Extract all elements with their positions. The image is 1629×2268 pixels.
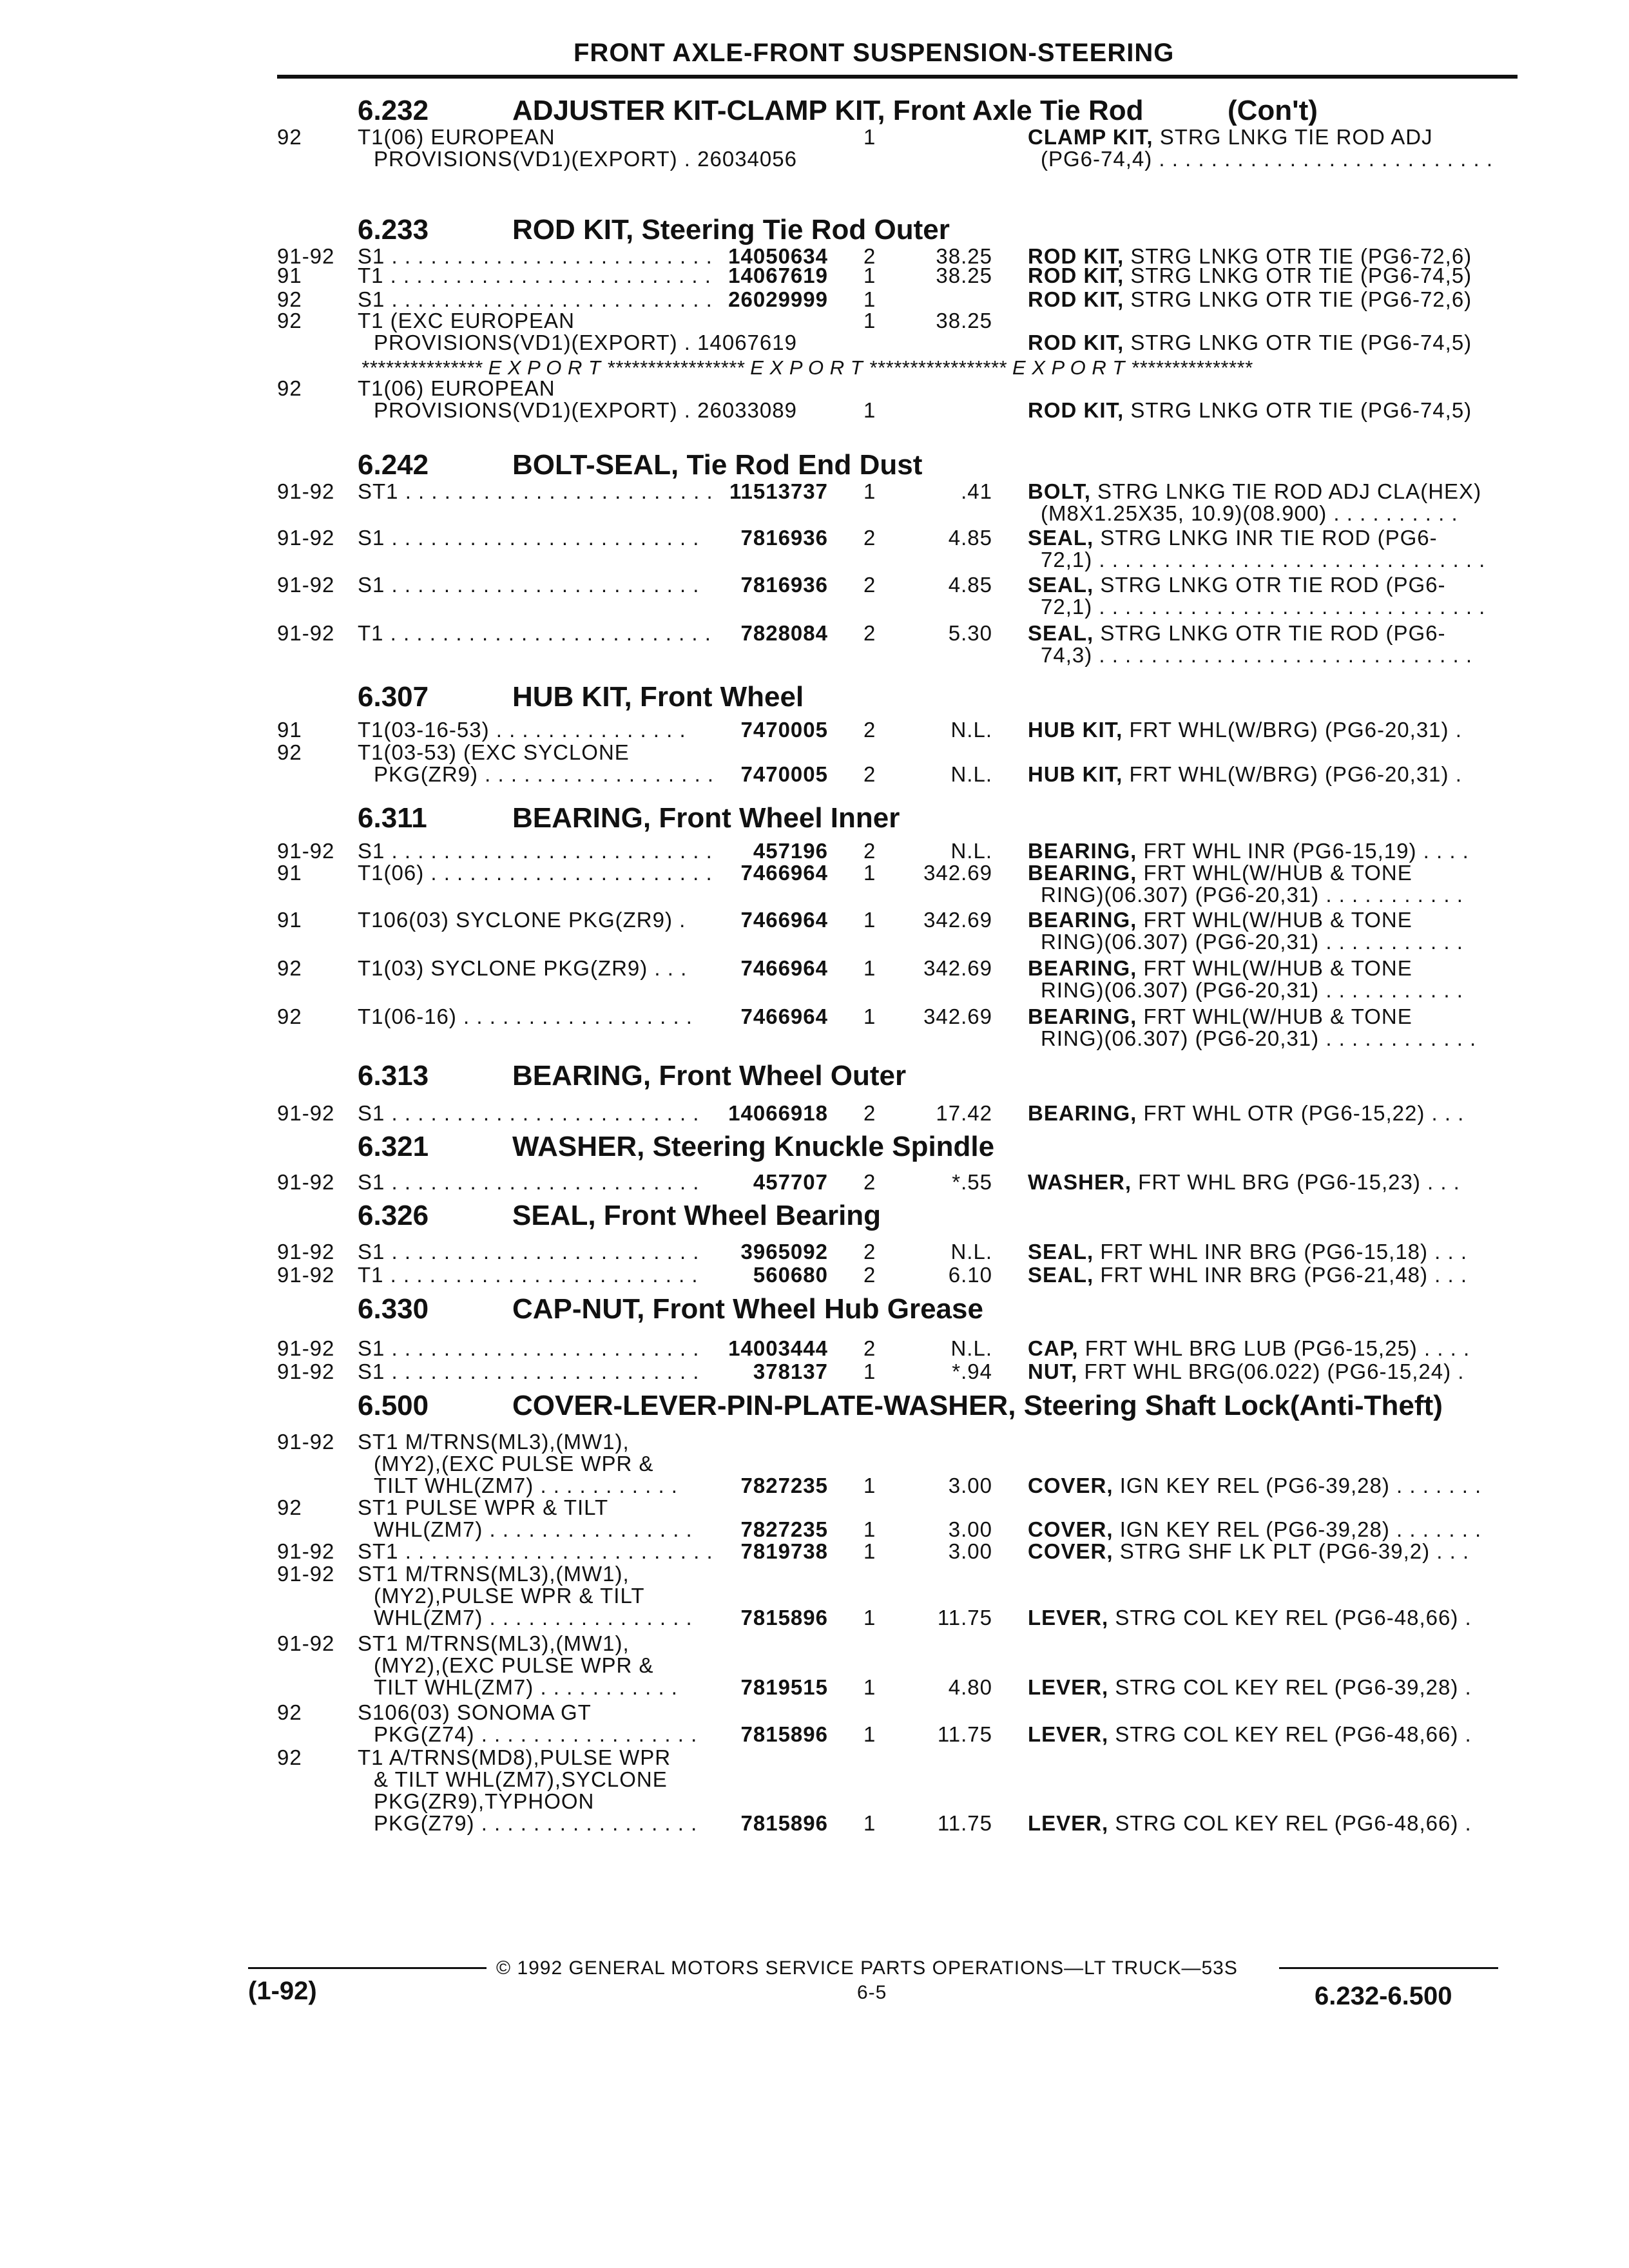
- model-year: 91-92: [277, 244, 335, 268]
- section-number: 6.311: [358, 802, 427, 834]
- part-number: 7815896: [740, 1606, 828, 1629]
- model-year: 92: [277, 287, 302, 311]
- price: 342.69: [923, 908, 992, 932]
- section-title: WASHER, Steering Knuckle Spindle: [512, 1131, 995, 1162]
- quantity: 2: [863, 526, 876, 550]
- model-year: 91-92: [277, 1240, 335, 1264]
- description-line: 74,3) . . . . . . . . . . . . . . . . . . . . . . . . . . . . .: [1041, 643, 1472, 667]
- application-line: (MY2),PULSE WPR & TILT: [374, 1584, 645, 1608]
- price: 38.25: [936, 264, 992, 287]
- application-line: (MY2),(EXC PULSE WPR &: [374, 1452, 654, 1475]
- application-line: S1 . . . . . . . . . . . . . . . . . . . . . . . .: [358, 573, 700, 597]
- description-line: ROD KIT, STRG LNKG OTR TIE (PG6-74,5): [1028, 264, 1472, 287]
- application-line: T1(06) EUROPEAN: [358, 125, 555, 149]
- section-number: 6.326: [358, 1200, 429, 1231]
- section-title: BEARING, Front Wheel Outer: [512, 1060, 907, 1091]
- description-line: (PG6-74,4) . . . . . . . . . . . . . . . . . . . . . . . . . .: [1041, 147, 1493, 171]
- application-line: T1 . . . . . . . . . . . . . . . . . . . . . . . . .: [358, 264, 711, 287]
- section-number: 6.313: [358, 1060, 429, 1091]
- part-number: 7816936: [740, 573, 828, 597]
- model-year: 92: [277, 740, 302, 764]
- model-year: 91-92: [277, 1360, 335, 1383]
- price: 11.75: [937, 1606, 992, 1629]
- application-line: T1(03-16-53) . . . . . . . . . . . . . . .: [358, 718, 686, 742]
- application-line: T1(03) SYCLONE PKG(ZR9) . . .: [358, 956, 688, 980]
- quantity: 2: [863, 1240, 876, 1264]
- quantity: 1: [863, 479, 876, 503]
- price: N.L.: [950, 718, 992, 742]
- part-number: 7470005: [740, 718, 828, 742]
- price: 4.80: [948, 1675, 992, 1699]
- quantity: 2: [863, 1170, 876, 1194]
- model-year: 91: [277, 718, 302, 742]
- price: 11.75: [937, 1811, 992, 1835]
- footer-section-range: 6.232-6.500: [1315, 1982, 1452, 2010]
- model-year: 91-92: [277, 621, 335, 645]
- application-line: PKG(ZR9),TYPHOON: [374, 1789, 595, 1813]
- price: 3.00: [948, 1539, 992, 1563]
- price: 11.75: [937, 1722, 992, 1746]
- export-divider: *************** E X P O R T ***************** E X P O R T ***************** E X P O R T ***************: [361, 356, 1253, 379]
- price: N.L.: [950, 839, 992, 863]
- part-number: 7819515: [740, 1675, 828, 1699]
- quantity: 1: [863, 1606, 876, 1629]
- model-year: 91-92: [277, 839, 335, 863]
- part-number: 14067619: [728, 264, 828, 287]
- description-line: (M8X1.25X35, 10.9)(08.900) . . . . . . . . . .: [1041, 501, 1458, 525]
- application-line: T106(03) SYCLONE PKG(ZR9) .: [358, 908, 686, 932]
- description-line: BEARING, FRT WHL(W/HUB & TONE: [1028, 861, 1412, 885]
- section-title: COVER-LEVER-PIN-PLATE-WASHER, Steering Shaft Lock(Anti-Theft): [512, 1390, 1443, 1421]
- application-line: ST1 PULSE WPR & TILT: [358, 1495, 609, 1519]
- quantity: 1: [863, 1360, 876, 1383]
- part-number: 7470005: [740, 762, 828, 786]
- section-number: 6.233: [358, 214, 429, 245]
- quantity: 1: [863, 264, 876, 287]
- quantity: 1: [863, 1675, 876, 1699]
- price: *.94: [952, 1360, 992, 1383]
- description-line: ROD KIT, STRG LNKG OTR TIE (PG6-72,6): [1028, 244, 1472, 268]
- quantity: 1: [863, 309, 876, 332]
- section-title: BOLT-SEAL, Tie Rod End Dust: [512, 449, 923, 481]
- description-line: COVER, IGN KEY REL (PG6-39,28) . . . . . . .: [1028, 1517, 1482, 1541]
- application-line: T1(06) . . . . . . . . . . . . . . . . . . . . . .: [358, 861, 713, 885]
- quantity: 2: [863, 244, 876, 268]
- description-line: BEARING, FRT WHL(W/HUB & TONE: [1028, 956, 1412, 980]
- quantity: 2: [863, 1263, 876, 1287]
- model-year: 92: [277, 1495, 302, 1519]
- section-title: HUB KIT, Front Wheel: [512, 681, 804, 713]
- part-number: 7815896: [740, 1722, 828, 1746]
- description-line: RING)(06.307) (PG6-20,31) . . . . . . . . . . .: [1041, 930, 1463, 954]
- quantity: 1: [863, 398, 876, 422]
- part-number: 7466964: [740, 861, 828, 885]
- model-year: 92: [277, 376, 302, 400]
- application-line: S1 . . . . . . . . . . . . . . . . . . . . . . . .: [358, 1101, 700, 1125]
- part-number: 14003444: [728, 1336, 828, 1360]
- description-line: WASHER, FRT WHL BRG (PG6-15,23) . . .: [1028, 1170, 1460, 1194]
- part-number: 7816936: [740, 526, 828, 550]
- part-number: 26029999: [728, 287, 828, 311]
- description-line: ROD KIT, STRG LNKG OTR TIE (PG6-74,5): [1028, 398, 1472, 422]
- application-line: (MY2),(EXC PULSE WPR &: [374, 1653, 654, 1677]
- part-number: 7815896: [740, 1811, 828, 1835]
- application-line: T1 . . . . . . . . . . . . . . . . . . . . . . . . .: [358, 621, 711, 645]
- quantity: 1: [863, 287, 876, 311]
- quantity: 2: [863, 718, 876, 742]
- part-number: 14066918: [728, 1101, 828, 1125]
- footer-copyright: © 1992 GENERAL MOTORS SERVICE PARTS OPERATIONS—LT TRUCK—53S: [496, 1957, 1238, 1979]
- application-line: WHL(ZM7) . . . . . . . . . . . . . . . .: [374, 1606, 693, 1629]
- description-line: RING)(06.307) (PG6-20,31) . . . . . . . . . . . .: [1041, 1026, 1477, 1050]
- part-number: 7819738: [740, 1539, 828, 1563]
- model-year: 91-92: [277, 1562, 335, 1586]
- description-line: ROD KIT, STRG LNKG OTR TIE (PG6-74,5): [1028, 331, 1472, 354]
- application-line: PKG(Z79) . . . . . . . . . . . . . . . . .: [374, 1811, 698, 1835]
- application-line: & TILT WHL(ZM7),SYCLONE: [374, 1767, 668, 1791]
- quantity: 1: [863, 1811, 876, 1835]
- quantity: 1: [863, 861, 876, 885]
- price: 4.85: [948, 573, 992, 597]
- application-line: ST1 . . . . . . . . . . . . . . . . . . . . . . . .: [358, 1539, 713, 1563]
- description-line: SEAL, FRT WHL INR BRG (PG6-21,48) . . .: [1028, 1263, 1468, 1287]
- quantity: 1: [863, 1517, 876, 1541]
- application-line: ST1 M/TRNS(ML3),(MW1),: [358, 1430, 630, 1454]
- quantity: 2: [863, 573, 876, 597]
- section-title: ROD KIT, Steering Tie Rod Outer: [512, 214, 950, 245]
- model-year: 91-92: [277, 1430, 335, 1454]
- application-line: S1 . . . . . . . . . . . . . . . . . . . . . . . .: [358, 1170, 700, 1194]
- model-year: 92: [277, 1700, 302, 1724]
- model-year: 92: [277, 956, 302, 980]
- description-line: SEAL, STRG LNKG OTR TIE ROD (PG6-: [1028, 573, 1446, 597]
- description-line: LEVER, STRG COL KEY REL (PG6-48,66) .: [1028, 1606, 1472, 1629]
- description-line: BEARING, FRT WHL(W/HUB & TONE: [1028, 1004, 1412, 1028]
- price: 5.30: [948, 621, 992, 645]
- section-title: CAP-NUT, Front Wheel Hub Grease: [512, 1293, 983, 1325]
- application-line: PROVISIONS(VD1)(EXPORT) . 14067619: [374, 331, 797, 354]
- part-number: 7466964: [740, 1004, 828, 1028]
- price: 3.00: [948, 1517, 992, 1541]
- model-year: 91: [277, 264, 302, 287]
- description-line: HUB KIT, FRT WHL(W/BRG) (PG6-20,31) .: [1028, 718, 1462, 742]
- application-line: TILT WHL(ZM7) . . . . . . . . . . .: [374, 1474, 678, 1497]
- quantity: 2: [863, 1101, 876, 1125]
- application-line: T1 (EXC EUROPEAN: [358, 309, 575, 332]
- model-year: 91-92: [277, 1263, 335, 1287]
- section-number: 6.307: [358, 681, 429, 713]
- model-year: 91-92: [277, 573, 335, 597]
- model-year: 92: [277, 309, 302, 332]
- application-line: S1 . . . . . . . . . . . . . . . . . . . . . . . .: [358, 526, 700, 550]
- section-continued: (Con't): [1228, 95, 1318, 126]
- part-number: 3965092: [740, 1240, 828, 1264]
- quantity: 1: [863, 1474, 876, 1497]
- description-line: NUT, FRT WHL BRG(06.022) (PG6-15,24) .: [1028, 1360, 1465, 1383]
- price: 3.00: [948, 1474, 992, 1497]
- model-year: 92: [277, 1004, 302, 1028]
- application-line: PKG(ZR9) . . . . . . . . . . . . . . . . . .: [374, 762, 715, 786]
- application-line: T1(06-16) . . . . . . . . . . . . . . . . . .: [358, 1004, 693, 1028]
- application-line: ST1 M/TRNS(ML3),(MW1),: [358, 1562, 630, 1586]
- description-line: BEARING, FRT WHL(W/HUB & TONE: [1028, 908, 1412, 932]
- part-number: 560680: [753, 1263, 828, 1287]
- quantity: 1: [863, 125, 876, 149]
- section-number: 6.500: [358, 1390, 429, 1421]
- part-number: 7827235: [740, 1474, 828, 1497]
- application-line: T1(03-53) (EXC SYCLONE: [358, 740, 630, 764]
- model-year: 91-92: [277, 1631, 335, 1655]
- part-number: 378137: [753, 1360, 828, 1383]
- part-number: 11513737: [729, 479, 828, 503]
- description-line: RING)(06.307) (PG6-20,31) . . . . . . . . . . .: [1041, 978, 1463, 1002]
- price: 4.85: [948, 526, 992, 550]
- footer-page-number: 6-5: [857, 1982, 887, 2003]
- model-year: 91: [277, 908, 302, 932]
- price: *.55: [952, 1170, 992, 1194]
- model-year: 91-92: [277, 479, 335, 503]
- price: 17.42: [936, 1101, 992, 1125]
- price: 38.25: [936, 244, 992, 268]
- model-year: 91-92: [277, 526, 335, 550]
- application-line: WHL(ZM7) . . . . . . . . . . . . . . . .: [374, 1517, 693, 1541]
- header-rule: [277, 75, 1518, 79]
- application-line: S1 . . . . . . . . . . . . . . . . . . . . . . . .: [358, 1360, 700, 1383]
- application-line: TILT WHL(ZM7) . . . . . . . . . . .: [374, 1675, 678, 1699]
- application-line: PROVISIONS(VD1)(EXPORT) . 26034056: [374, 147, 797, 171]
- price: 38.25: [936, 309, 992, 332]
- description-line: COVER, IGN KEY REL (PG6-39,28) . . . . . . .: [1028, 1474, 1482, 1497]
- section-title: SEAL, Front Wheel Bearing: [512, 1200, 882, 1231]
- footer-rule-left: [248, 1967, 487, 1969]
- footer-rule-right: [1279, 1967, 1498, 1969]
- price: 6.10: [948, 1263, 992, 1287]
- description-line: LEVER, STRG COL KEY REL (PG6-48,66) .: [1028, 1811, 1472, 1835]
- section-number: 6.321: [358, 1131, 429, 1162]
- section-number: 6.232: [358, 95, 429, 126]
- model-year: 91-92: [277, 1336, 335, 1360]
- quantity: 2: [863, 621, 876, 645]
- part-number: 7827235: [740, 1517, 828, 1541]
- price: N.L.: [950, 762, 992, 786]
- section-title: ADJUSTER KIT-CLAMP KIT, Front Axle Tie Rod: [512, 95, 1144, 126]
- part-number: 7828084: [740, 621, 828, 645]
- quantity: 1: [863, 1722, 876, 1746]
- description-line: SEAL, STRG LNKG INR TIE ROD (PG6-: [1028, 526, 1438, 550]
- application-line: T1(06) EUROPEAN: [358, 376, 555, 400]
- quantity: 2: [863, 1336, 876, 1360]
- price: 342.69: [923, 956, 992, 980]
- part-number: 457196: [753, 839, 828, 863]
- model-year: 91-92: [277, 1101, 335, 1125]
- description-line: LEVER, STRG COL KEY REL (PG6-48,66) .: [1028, 1722, 1472, 1746]
- application-line: S106(03) SONOMA GT: [358, 1700, 592, 1724]
- quantity: 1: [863, 1004, 876, 1028]
- application-line: PKG(Z74) . . . . . . . . . . . . . . . . .: [374, 1722, 698, 1746]
- application-line: PROVISIONS(VD1)(EXPORT) . 26033089: [374, 398, 797, 422]
- application-line: ST1 M/TRNS(ML3),(MW1),: [358, 1631, 630, 1655]
- description-line: BEARING, FRT WHL INR (PG6-15,19) . . . .: [1028, 839, 1469, 863]
- description-line: CLAMP KIT, STRG LNKG TIE ROD ADJ: [1028, 125, 1433, 149]
- part-number: 14050634: [728, 244, 828, 268]
- part-number: 457707: [753, 1170, 828, 1194]
- description-line: 72,1) . . . . . . . . . . . . . . . . . . . . . . . . . . . . . .: [1041, 595, 1486, 619]
- application-line: T1 A/TRNS(MD8),PULSE WPR: [358, 1745, 671, 1769]
- quantity: 1: [863, 956, 876, 980]
- quantity: 2: [863, 839, 876, 863]
- description-line: SEAL, FRT WHL INR BRG (PG6-15,18) . . .: [1028, 1240, 1468, 1264]
- model-year: 92: [277, 125, 302, 149]
- quantity: 2: [863, 762, 876, 786]
- quantity: 1: [863, 1539, 876, 1563]
- description-line: 72,1) . . . . . . . . . . . . . . . . . . . . . . . . . . . . . .: [1041, 548, 1486, 572]
- description-line: HUB KIT, FRT WHL(W/BRG) (PG6-20,31) .: [1028, 762, 1462, 786]
- price: N.L.: [950, 1336, 992, 1360]
- part-number: 7466964: [740, 956, 828, 980]
- application-line: S1 . . . . . . . . . . . . . . . . . . . . . . . . .: [358, 244, 713, 268]
- price: .41: [961, 479, 992, 503]
- description-line: RING)(06.307) (PG6-20,31) . . . . . . . . . . .: [1041, 883, 1463, 907]
- model-year: 91-92: [277, 1539, 335, 1563]
- description-line: COVER, STRG SHF LK PLT (PG6-39,2) . . .: [1028, 1539, 1470, 1563]
- application-line: ST1 . . . . . . . . . . . . . . . . . . . . . . . .: [358, 479, 713, 503]
- description-line: CAP, FRT WHL BRG LUB (PG6-15,25) . . . .: [1028, 1336, 1470, 1360]
- description-line: BOLT, STRG LNKG TIE ROD ADJ CLA(HEX): [1028, 479, 1482, 503]
- description-line: ROD KIT, STRG LNKG OTR TIE (PG6-72,6): [1028, 287, 1472, 311]
- price: N.L.: [950, 1240, 992, 1264]
- price: 342.69: [923, 861, 992, 885]
- description-line: LEVER, STRG COL KEY REL (PG6-39,28) .: [1028, 1675, 1472, 1699]
- quantity: 1: [863, 908, 876, 932]
- section-number: 6.242: [358, 449, 429, 481]
- description-line: SEAL, STRG LNKG OTR TIE ROD (PG6-: [1028, 621, 1446, 645]
- part-number: 7466964: [740, 908, 828, 932]
- application-line: S1 . . . . . . . . . . . . . . . . . . . . . . . .: [358, 1240, 700, 1264]
- page-header: FRONT AXLE-FRONT SUSPENSION-STEERING: [574, 39, 1175, 67]
- description-line: BEARING, FRT WHL OTR (PG6-15,22) . . .: [1028, 1101, 1465, 1125]
- application-line: T1 . . . . . . . . . . . . . . . . . . . . . . . .: [358, 1263, 699, 1287]
- application-line: S1 . . . . . . . . . . . . . . . . . . . . . . . . .: [358, 839, 713, 863]
- section-number: 6.330: [358, 1293, 429, 1325]
- footer-date: (1-92): [248, 1977, 317, 2005]
- price: 342.69: [923, 1004, 992, 1028]
- application-line: S1 . . . . . . . . . . . . . . . . . . . . . . . . .: [358, 287, 713, 311]
- model-year: 91: [277, 861, 302, 885]
- model-year: 91-92: [277, 1170, 335, 1194]
- model-year: 92: [277, 1745, 302, 1769]
- application-line: S1 . . . . . . . . . . . . . . . . . . . . . . . .: [358, 1336, 700, 1360]
- section-title: BEARING, Front Wheel Inner: [512, 802, 900, 834]
